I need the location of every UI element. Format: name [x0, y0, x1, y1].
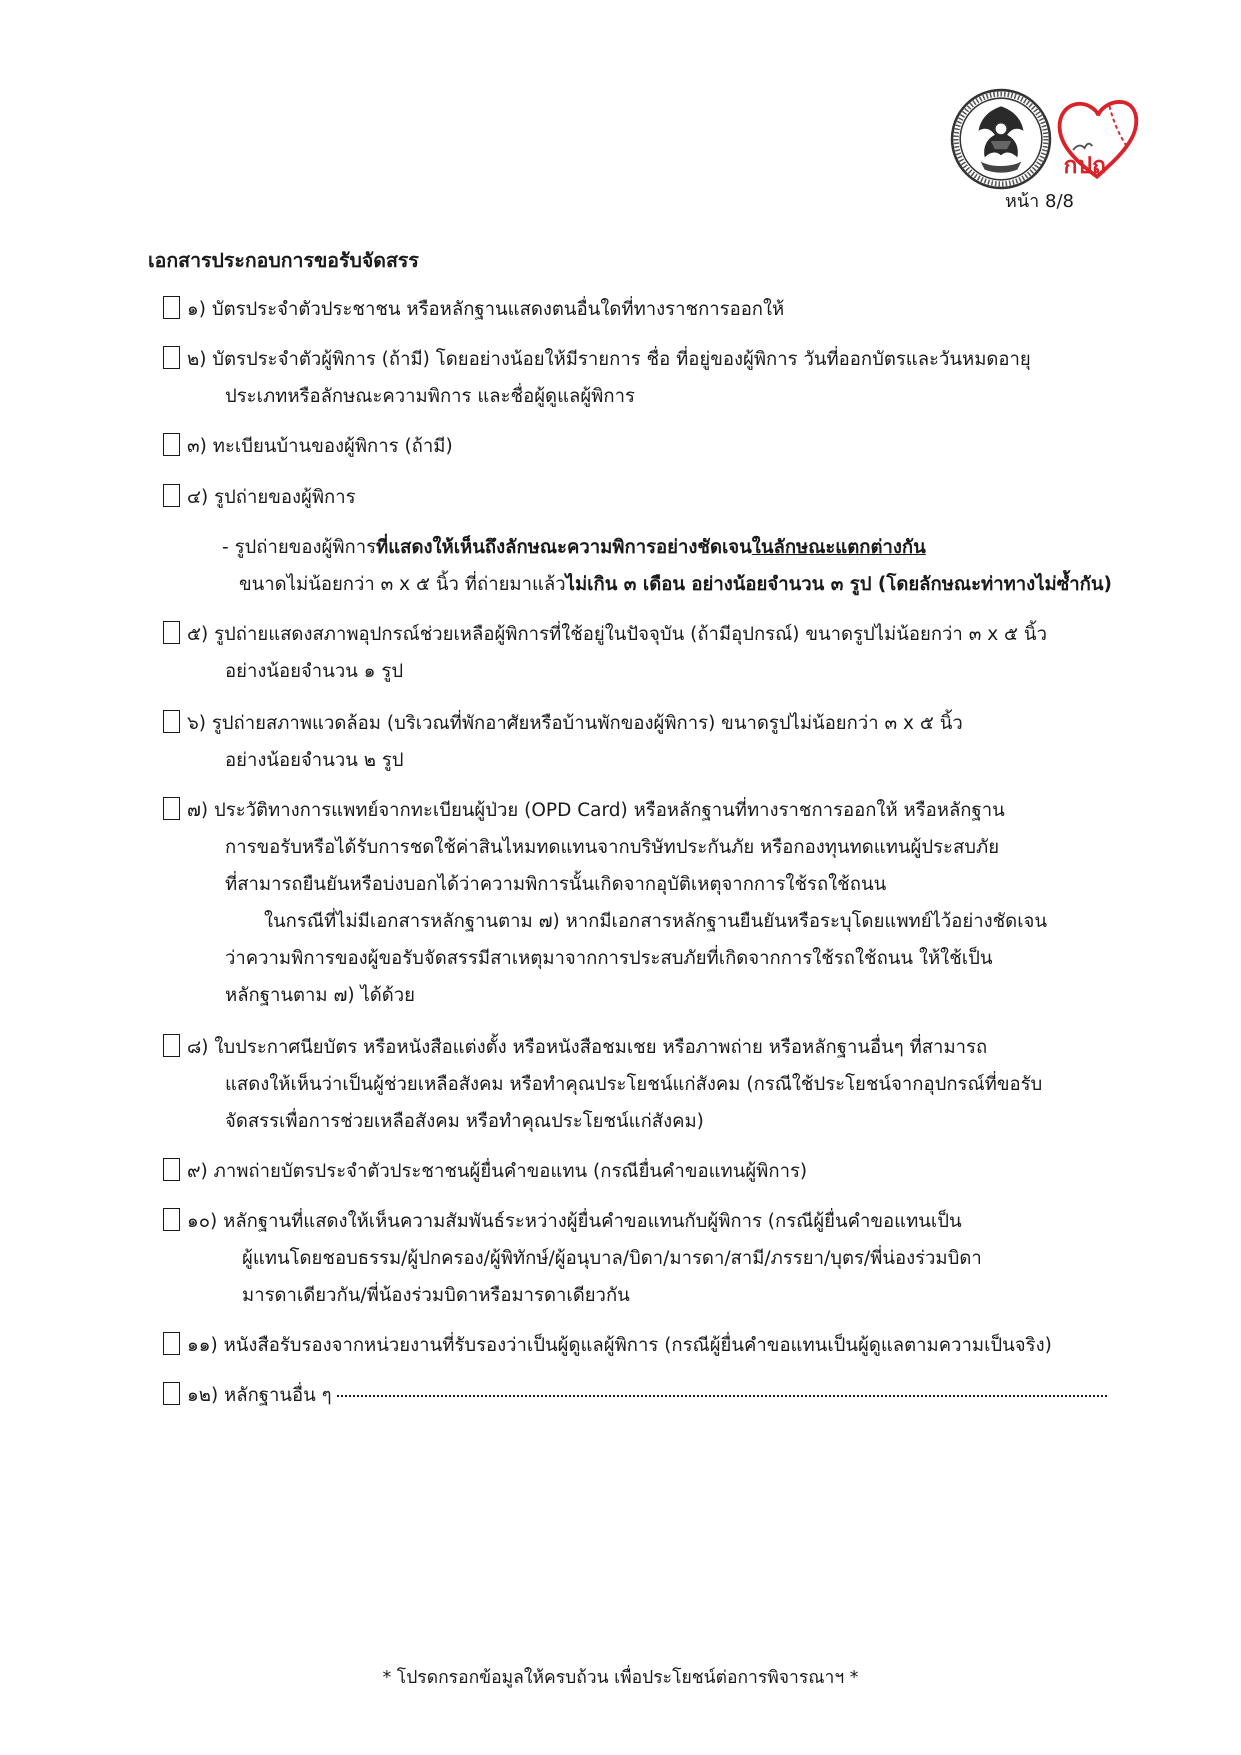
item-text: ๗) ประวัติทางการแพทย์จากทะเบียนผู้ป่วย (OPD Card) หรือหลักฐานที่ทางราชการออกให้ หรือหลักฐาน	[187, 800, 1005, 821]
checkbox[interactable]	[163, 1208, 180, 1231]
item-text: ๑) บัตรประจำตัวประชาชน หรือหลักฐานแสดงตนอื่นใดที่ทางราชการออกให้	[187, 299, 785, 320]
item-text: ๔) รูปถ่ายของผู้พิการ	[187, 487, 356, 508]
note-dash: -	[222, 537, 229, 558]
checkbox[interactable]	[163, 797, 180, 820]
note-text: ขนาดไม่น้อยกว่า ๓ x ๕ นิ้ว ที่ถ่ายมาแล้ว	[239, 574, 566, 595]
note-bold-text: ที่แสดงให้เห็นถึงลักษณะความพิการอย่างชัดเจน	[376, 537, 752, 558]
checklist-item-11	[163, 1327, 1052, 1364]
note-underlined-text: ในลักษณะแตกต่างกัน	[751, 537, 926, 558]
item-text: ประเภทหรือลักษณะความพิการ และชื่อผู้ดูแลผู้พิการ	[225, 386, 635, 407]
kpd-logo-icon	[1054, 92, 1140, 184]
item-text: ๙) ภาพถ่ายบัตรประจำตัวประชาชนผู้ยื่นคำขอแทน (กรณียื่นคำขอแทนผู้พิการ)	[187, 1161, 808, 1182]
checklist-item-8	[163, 1029, 1042, 1140]
item-text: ๕) รูปถ่ายแสดงสภาพอุปกรณ์ช่วยเหลือผู้พิการที่ใช้อยู่ในปัจจุบัน (ถ้ามีอุปกรณ์) ขนาดรูปไม่น้อยกว่า ๓ x ๕ นิ้ว	[187, 624, 1047, 645]
checklist-item-4	[163, 479, 356, 516]
item-text: ว่าความพิการของผู้ขอรับจัดสรรมีสาเหตุมาจากการประสบภัยที่เกิดจากการใช้รถใช้ถนน ให้ใช้เป็น	[225, 948, 993, 969]
checklist-item-7	[163, 792, 1047, 1014]
item-text: มารดาเดียวกัน/พี่น้องร่วมบิดาหรือมารดาเดียวกัน	[242, 1285, 630, 1306]
item-text: จัดสรรเพื่อการช่วยเหลือสังคม หรือทำคุณประโยชน์แก่สังคม)	[225, 1111, 704, 1132]
checkbox[interactable]	[163, 296, 180, 319]
note-bold-text: ไม่เกิน ๓ เดือน อย่างน้อยจำนวน ๓ รูป (โดยลักษณะท่าทางไม่ซ้ำกัน)	[565, 574, 1112, 595]
checkbox[interactable]	[163, 1158, 180, 1181]
checklist-item-2	[163, 341, 1031, 415]
photo-requirement-note	[222, 529, 1112, 603]
note-text: รูปถ่ายของผู้พิการ	[234, 537, 377, 558]
item-text: ในกรณีที่ไม่มีเอกสารหลักฐานตาม ๗) หากมีเอกสารหลักฐานยืนยันหรือระบุโดยแพทย์ไว้อย่างชัดเจน	[264, 911, 1048, 932]
kpd-logo-text: กปถ	[1063, 152, 1106, 179]
checklist-item-5	[163, 616, 1047, 690]
item-text: หลักฐานตาม ๗) ได้ด้วย	[225, 985, 416, 1006]
item-text: ๑๒) หลักฐานอื่น ๆ	[187, 1385, 332, 1406]
item-text: ๑๐) หลักฐานที่แสดงให้เห็นความสัมพันธ์ระหว่างผู้ยื่นคำขอแทนกับผู้พิการ (กรณีผู้ยื่นคำขอแทนเป็น	[187, 1211, 962, 1232]
checkbox[interactable]	[163, 433, 180, 456]
item-text: ที่สามารถยืนยันหรือบ่งบอกได้ว่าความพิการนั้นเกิดจากอุบัติเหตุจากการใช้รถใช้ถนน	[225, 874, 887, 895]
checkbox[interactable]	[163, 710, 180, 733]
checklist-item-9	[163, 1153, 807, 1190]
checklist-item-12	[163, 1377, 1107, 1414]
checklist-item-6	[163, 705, 963, 779]
item-text: ๑๑) หนังสือรับรองจากหน่วยงานที่รับรองว่าเป็นผู้ดูแลผู้พิการ (กรณีผู้ยื่นคำขอแทนเป็นผู้ดูแลตามความเป็นจริง)	[187, 1335, 1052, 1356]
item-text: ผู้แทนโดยชอบธรรม/ผู้ปกครอง/ผู้พิทักษ์/ผู้อนุบาล/บิดา/มารดา/สามี/ภรรยา/บุตร/พี่น่องร่วมบิดา	[242, 1248, 982, 1269]
item-text: ๘) ใบประกาศนียบัตร หรือหนังสือแต่งตั้ง หรือหนังสือชมเชย หรือภาพถ่าย หรือหลักฐานอื่นๆ ที่สามารถ	[187, 1037, 988, 1058]
checklist-item-1	[163, 291, 784, 328]
checkbox[interactable]	[163, 346, 180, 369]
header-logos	[950, 88, 1150, 198]
item-text: อย่างน้อยจำนวน ๒ รูป	[225, 750, 404, 771]
checklist-item-10	[163, 1203, 982, 1314]
checkbox[interactable]	[163, 484, 180, 507]
ministry-seal-icon	[950, 88, 1052, 190]
item-text: ๒) บัตรประจำตัวผู้พิการ (ถ้ามี) โดยอย่างน้อยให้มีรายการ ชื่อ ที่อยู่ของผู้พิการ วันที่ออกบัตรและวันหมดอายุ	[187, 349, 1031, 370]
item-text: ๖) รูปถ่ายสภาพแวดล้อม (บริเวณที่พักอาศัยหรือบ้านพักของผู้พิการ) ขนาดรูปไม่น้อยกว่า ๓ x ๕ นิ้ว	[187, 713, 963, 734]
checkbox[interactable]	[163, 1332, 180, 1355]
checkbox[interactable]	[163, 1382, 180, 1405]
checklist-item-3	[163, 428, 453, 465]
fill-in-dotted-line[interactable]	[337, 1393, 1107, 1397]
section-heading: เอกสารประกอบการขอรับจัดสรร	[148, 249, 419, 272]
item-text: ๓) ทะเบียนบ้านของผู้พิการ (ถ้ามี)	[187, 436, 453, 457]
footer-note: * โปรดกรอกข้อมูลให้ครบถ้วน เพื่อประโยชน์ต่อการพิจารณาฯ *	[382, 1668, 859, 1688]
item-text: อย่างน้อยจำนวน ๑ รูป	[225, 661, 404, 682]
item-text: การขอรับหรือได้รับการชดใช้ค่าสินไหมทดแทนจากบริษัทประกันภัย หรือกองทุนทดแทนผู้ประสบภัย	[225, 837, 1000, 858]
checkbox[interactable]	[163, 1034, 180, 1057]
checkbox[interactable]	[163, 621, 180, 644]
item-text: แสดงให้เห็นว่าเป็นผู้ช่วยเหลือสังคม หรือทำคุณประโยชน์แก่สังคม (กรณีใช้ประโยชน์จากอุปกรณ์ที่ขอรับ	[225, 1074, 1043, 1095]
page-number: หน้า 8/8	[1005, 191, 1074, 212]
